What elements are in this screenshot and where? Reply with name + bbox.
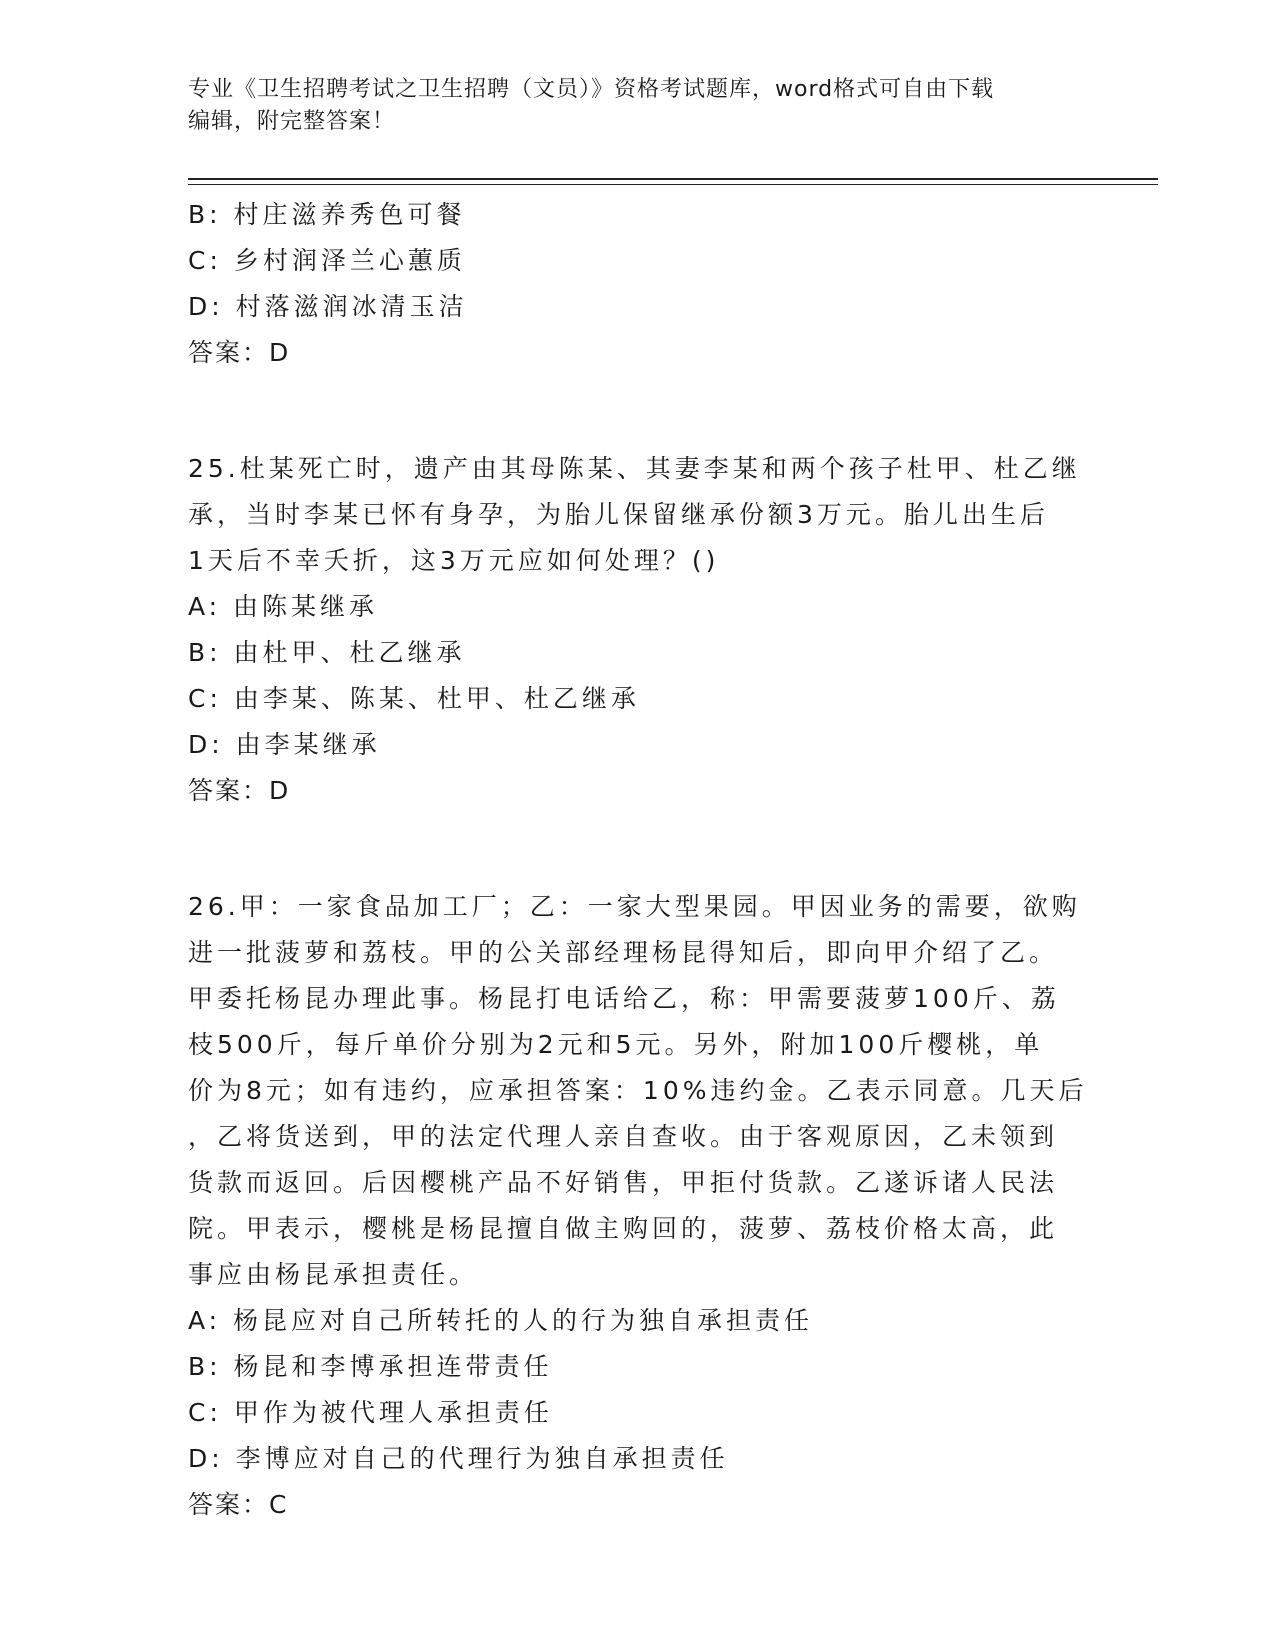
option-b: B: 由杜甲、杜乙继承 bbox=[188, 638, 466, 667]
question-stem bbox=[188, 446, 1088, 584]
option-a: A: 由陈某继承 bbox=[188, 592, 379, 621]
option-d: D: 李博应对自己的代理行为独自承担责任 bbox=[188, 1444, 729, 1473]
answer-line: 答案：C bbox=[188, 1490, 289, 1519]
option-d: D: 村落滋润冰清玉洁 bbox=[188, 292, 468, 321]
stem-line: 承，当时李某已怀有身孕，为胎儿保留继承份额3万元。胎儿出生后 bbox=[188, 500, 1049, 529]
stem-line: ，乙将货送到，甲的法定代理人亲自查收。由于客观原因，乙未领到 bbox=[188, 1122, 1059, 1151]
stem-line: 枝500斤，每斤单价分别为2元和5元。另外，附加100斤樱桃，单 bbox=[188, 1030, 1044, 1059]
document-body bbox=[188, 192, 1088, 1528]
stem-line: 1天后不幸夭折，这3万元应如何处理？() bbox=[188, 546, 720, 575]
stem-line: 院。甲表示，樱桃是杨昆擅自做主购回的，菠萝、荔枝价格太高，此 bbox=[188, 1214, 1059, 1243]
option-b: B: 杨昆和李博承担连带责任 bbox=[188, 1352, 553, 1381]
stem-line: 25.杜某死亡时，遗产由其母陈某、其妻李某和两个孩子杜甲、杜乙继 bbox=[188, 454, 1081, 483]
question-24-continued bbox=[188, 192, 1088, 376]
stem-line: 货款而返回。后因樱桃产品不好销售，甲拒付货款。乙遂诉诸人民法 bbox=[188, 1168, 1059, 1197]
header-line-1: 专业《卫生招聘考试之卫生招聘（文员）》资格考试题库，word格式可自由下载 bbox=[188, 77, 995, 102]
option-a: A: 杨昆应对自己所转托的人的行为独自承担责任 bbox=[188, 1306, 814, 1335]
stem-line: 26.甲：一家食品加工厂；乙：一家大型果园。甲因业务的需要，欲购 bbox=[188, 892, 1081, 921]
document-header bbox=[188, 74, 1088, 138]
option-c: C: 由李某、陈某、杜甲、杜乙继承 bbox=[188, 684, 640, 713]
question-stem bbox=[188, 884, 1088, 1298]
stem-line: 价为8元；如有违约，应承担答案：10%违约金。乙表示同意。几天后 bbox=[188, 1076, 1088, 1105]
header-line-2: 编辑，附完整答案！ bbox=[188, 109, 396, 134]
option-d: D: 由李某继承 bbox=[188, 730, 381, 759]
header-divider-thin bbox=[188, 184, 1158, 185]
spacer bbox=[188, 814, 1088, 884]
answer-line: 答案：D bbox=[188, 776, 291, 805]
answer-line: 答案：D bbox=[188, 338, 291, 367]
option-b: B: 村庄滋养秀色可餐 bbox=[188, 200, 466, 229]
stem-line: 进一批菠萝和荔枝。甲的公关部经理杨昆得知后，即向甲介绍了乙。 bbox=[188, 938, 1059, 967]
stem-line: 甲委托杨昆办理此事。杨昆打电话给乙，称：甲需要菠萝100斤、荔 bbox=[188, 984, 1060, 1013]
header-divider-thick bbox=[188, 178, 1158, 180]
question-25 bbox=[188, 446, 1088, 814]
question-26 bbox=[188, 884, 1088, 1528]
option-c: C: 甲作为被代理人承担责任 bbox=[188, 1398, 553, 1427]
stem-line: 事应由杨昆承担责任。 bbox=[188, 1260, 479, 1289]
spacer bbox=[188, 376, 1088, 446]
option-c: C: 乡村润泽兰心蕙质 bbox=[188, 246, 466, 275]
